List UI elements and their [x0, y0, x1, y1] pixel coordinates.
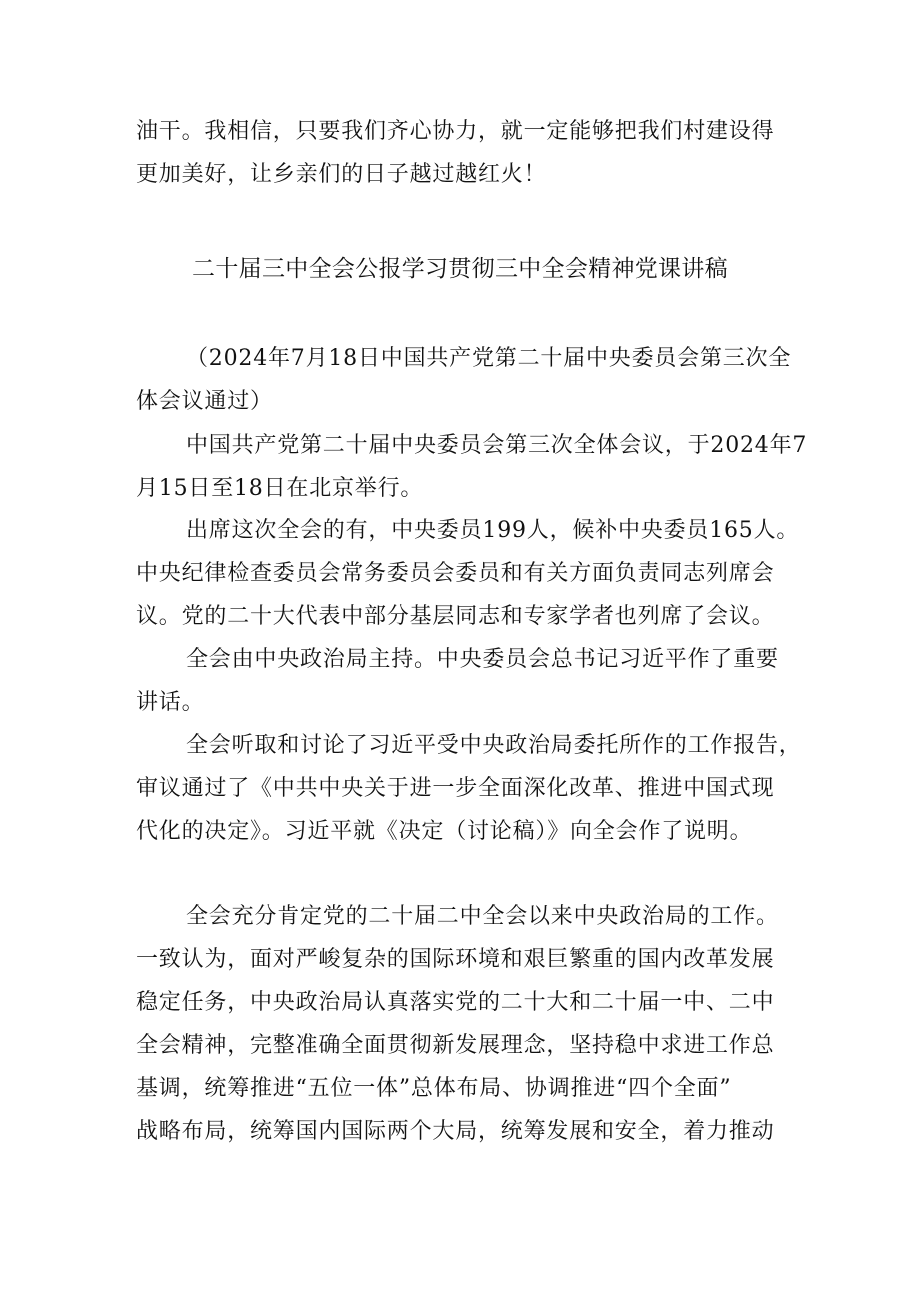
paragraph-line: 中国共产党第二十届中央委员会第三次全体会议，于2024年7 [186, 433, 808, 458]
paragraph-line: 全会充分肯定党的二十届二中全会以来中央政治局的工作。 [186, 904, 779, 929]
paragraph-line: （2024年7月18日中国共产党第二十届中央委员会第三次全 [186, 346, 792, 371]
paragraph-line: 稳定任务，中央政治局认真落实党的二十大和二十届一中、二中 [136, 990, 775, 1015]
paragraph-line: 基调，统筹推进“五位一体”总体布局、协调推进“四个全面” [136, 1076, 732, 1101]
paragraph-line: 代化的决定》。习近平就《决定（讨论稿）》向全会作了说明。 [136, 819, 753, 844]
document-title: 二十届三中全会公报学习贯彻三中全会精神党课讲稿 [192, 256, 728, 282]
paragraph-line: 全会精神，完整准确全面贯彻新发展理念，坚持稳中求进工作总 [136, 1033, 775, 1058]
paragraph-line: 体会议通过） [136, 389, 273, 414]
paragraph-line: 月15日至18日在北京举行。 [136, 476, 424, 501]
paragraph-line: 战略布局，统筹国内国际两个大局，统筹发展和安全，着力推动 [136, 1119, 775, 1144]
paragraph-line: 中央纪律检查委员会常务委员会委员和有关方面负责同志列席会 [136, 561, 775, 586]
paragraph-line: 全会听取和讨论了习近平受中央政治局委托所作的工作报告， [186, 733, 802, 758]
paragraph-line: 一致认为，面对严峻复杂的国际环境和艰巨繁重的国内改革发展 [136, 947, 775, 972]
intro-line: 油干。我相信，只要我们齐心协力，就一定能够把我们村建设得 [136, 119, 775, 144]
paragraph-line: 审议通过了《中共中央关于进一步全面深化改革、推进中国式现 [136, 776, 775, 801]
paragraph-line: 讲话。 [136, 690, 205, 715]
paragraph-line: 全会由中央政治局主持。中央委员会总书记习近平作了重要 [186, 647, 779, 672]
paragraph-line: 出席这次全会的有，中央委员199人，候补中央委员165人。 [186, 518, 800, 543]
intro-line: 更加美好，让乡亲们的日子越过越红火！ [136, 162, 547, 187]
paragraph-line: 议。党的二十大代表中部分基层同志和专家学者也列席了会议。 [136, 604, 775, 629]
